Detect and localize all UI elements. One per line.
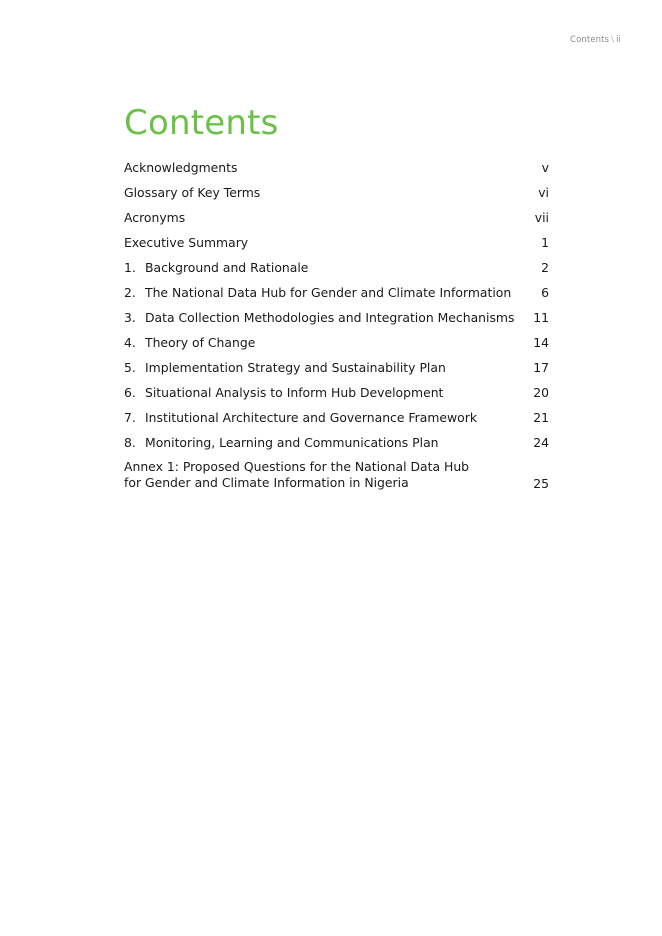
toc-entry-label: Implementation Strategy and Sustainability Plan [145,360,446,375]
toc-entry-label: Situational Analysis to Inform Hub Development [145,385,444,400]
toc-entry-number: 6. [124,385,136,400]
table-of-contents [124,158,550,494]
toc-entry-label: Executive Summary [124,235,249,250]
toc-entry-chapter-5[interactable] [124,358,550,383]
running-header-page-number: ii [616,35,621,45]
toc-entry-chapter-4[interactable] [124,333,550,358]
running-header-separator: \ [611,35,615,45]
toc-entry-label: Data Collection Methodologies and Integration Mechanisms [145,310,515,325]
toc-entry-annex-1[interactable] [124,458,550,494]
toc-entry-number: 5. [124,360,136,375]
toc-entry-label: Theory of Change [145,335,256,350]
toc-entry-chapter-7[interactable] [124,408,550,433]
toc-entry-number: 2. [124,285,136,300]
toc-entry-chapter-2[interactable] [124,283,550,308]
toc-entry-label: Acronyms [124,210,186,225]
toc-entry-label: Institutional Architecture and Governance Framework [145,410,478,425]
toc-entry-page: 6 [541,285,549,300]
toc-entry-number: 4. [124,335,136,350]
toc-entry-glossary[interactable] [124,183,550,208]
toc-entry-acknowledgments[interactable] [124,158,550,183]
toc-entry-label: The National Data Hub for Gender and Climate Information [145,285,512,300]
toc-entry-acronyms[interactable] [124,208,550,233]
toc-entry-executive-summary[interactable] [124,233,550,258]
toc-entry-chapter-1[interactable] [124,258,550,283]
toc-entry-chapter-6[interactable] [124,383,550,408]
toc-entry-number: 1. [124,260,136,275]
toc-entry-page: vii [534,210,549,225]
toc-entry-page: 24 [533,435,549,450]
toc-entry-label-line2: for Gender and Climate Information in Nigeria [124,475,409,490]
running-header-section: Contents [570,35,610,45]
toc-entry-page: 1 [541,235,549,250]
toc-entry-number: 7. [124,410,136,425]
toc-entry-page: 20 [533,385,549,400]
toc-entry-number: 8. [124,435,136,450]
toc-entry-chapter-8[interactable] [124,433,550,458]
toc-entry-page: 11 [533,310,549,325]
toc-entry-page: vi [538,185,549,200]
toc-entry-page: 17 [533,360,549,375]
toc-entry-label: Acknowledgments [124,160,238,175]
toc-entry-label-line1: Annex 1: Proposed Questions for the National Data Hub [124,459,470,474]
page-title: Contents [124,103,279,143]
toc-entry-page: 25 [533,476,549,491]
toc-entry-label: Background and Rationale [145,260,309,275]
toc-entry-page: v [541,160,549,175]
toc-entry-page: 14 [533,335,549,350]
toc-entry-page: 2 [541,260,549,275]
running-header [570,35,621,45]
toc-entry-label: Monitoring, Learning and Communications Plan [145,435,439,450]
toc-entry-number: 3. [124,310,136,325]
toc-entry-chapter-3[interactable] [124,308,550,333]
toc-entry-page: 21 [533,410,549,425]
toc-entry-label: Glossary of Key Terms [124,185,261,200]
